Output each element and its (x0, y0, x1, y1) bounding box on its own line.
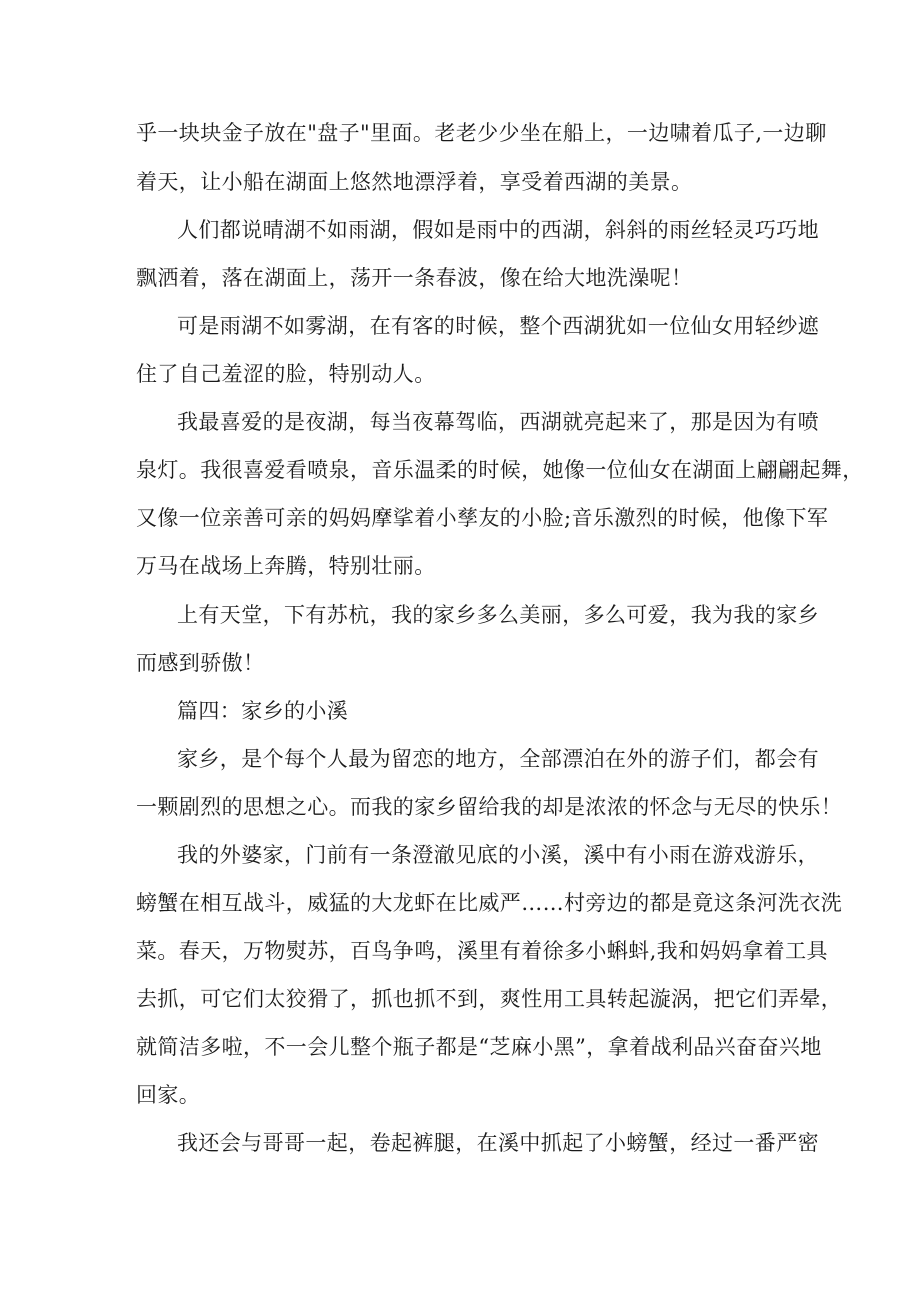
text-line: 一颗剧烈的思想之心。而我的家乡留给我的却是浓浓的怀念与无尽的快乐！ (136, 795, 843, 819)
text-line: 万马在战场上奔腾，特别壮丽。 (136, 554, 436, 578)
section-heading: 篇四：家乡的小溪 (177, 699, 349, 723)
text-line: 泉灯。我很喜爱看喷泉，音乐温柔的时候，她像一位仙女在湖面上翩翩起舞， (136, 458, 864, 482)
text-line: 住了自己羞涩的脸，特别动人。 (136, 362, 436, 386)
text-line: 我还会与哥哥一起，卷起裤腿，在溪中抓起了小螃蟹，经过一番严密 (177, 1131, 819, 1155)
text-line: 就简洁多啦，不一会儿整个瓶子都是“芝麻小黑”，拿着战利品兴奋奋兴地 (136, 1035, 822, 1059)
text-line: 又像一位亲善可亲的妈妈摩挲着小孳友的小脸;音乐激烈的时候，他像下军 (136, 506, 829, 530)
text-line: 可是雨湖不如雾湖，在有客的时候，整个西湖犹如一位仙女用轻纱遮 (177, 314, 819, 338)
text-line: 人们都说晴湖不如雨湖，假如是雨中的西湖，斜斜的雨丝轻灵巧巧地 (177, 218, 819, 242)
text-line: 我最喜爱的是夜湖，每当夜幕驾临，西湖就亮起来了，那是因为有喷 (177, 410, 819, 434)
text-line: 家乡，是个每个人最为留恋的地方，全部漂泊在外的游子们，都会有 (177, 747, 819, 771)
text-line: 螃蟹在相互战斗，威猛的大龙虾在比威严……村旁边的都是竟这条河洗衣洗 (136, 891, 843, 915)
text-line: 乎一块块金子放在"盘子"里面。老老少少坐在船上，一边啸着瓜子,一边聊 (136, 121, 827, 145)
text-line: 飘洒着，落在湖面上，荡开一条春波，像在给大地洗澡呢！ (136, 266, 693, 290)
text-line: 而感到骄傲！ (136, 651, 265, 675)
text-line: 回家。 (136, 1083, 201, 1107)
text-line: 着天，让小船在湖面上悠然地漂浮着，享受着西湖的美景。 (136, 170, 693, 194)
text-line: 我的外婆家，门前有一条澄澈见底的小溪，溪中有小雨在游戏游乐， (177, 843, 819, 867)
text-line: 菜。春天，万物熨苏，百鸟争鸣，溪里有着徐多小蝌蚪,我和妈妈拿着工具 (136, 939, 828, 963)
text-line: 上有天堂，下有苏杭，我的家乡多么美丽，多么可爱，我为我的家乡 (177, 603, 819, 627)
text-line: 去抓，可它们太狡猾了，抓也抓不到，爽性用工具转起漩涡，把它们弄晕， (136, 987, 843, 1011)
